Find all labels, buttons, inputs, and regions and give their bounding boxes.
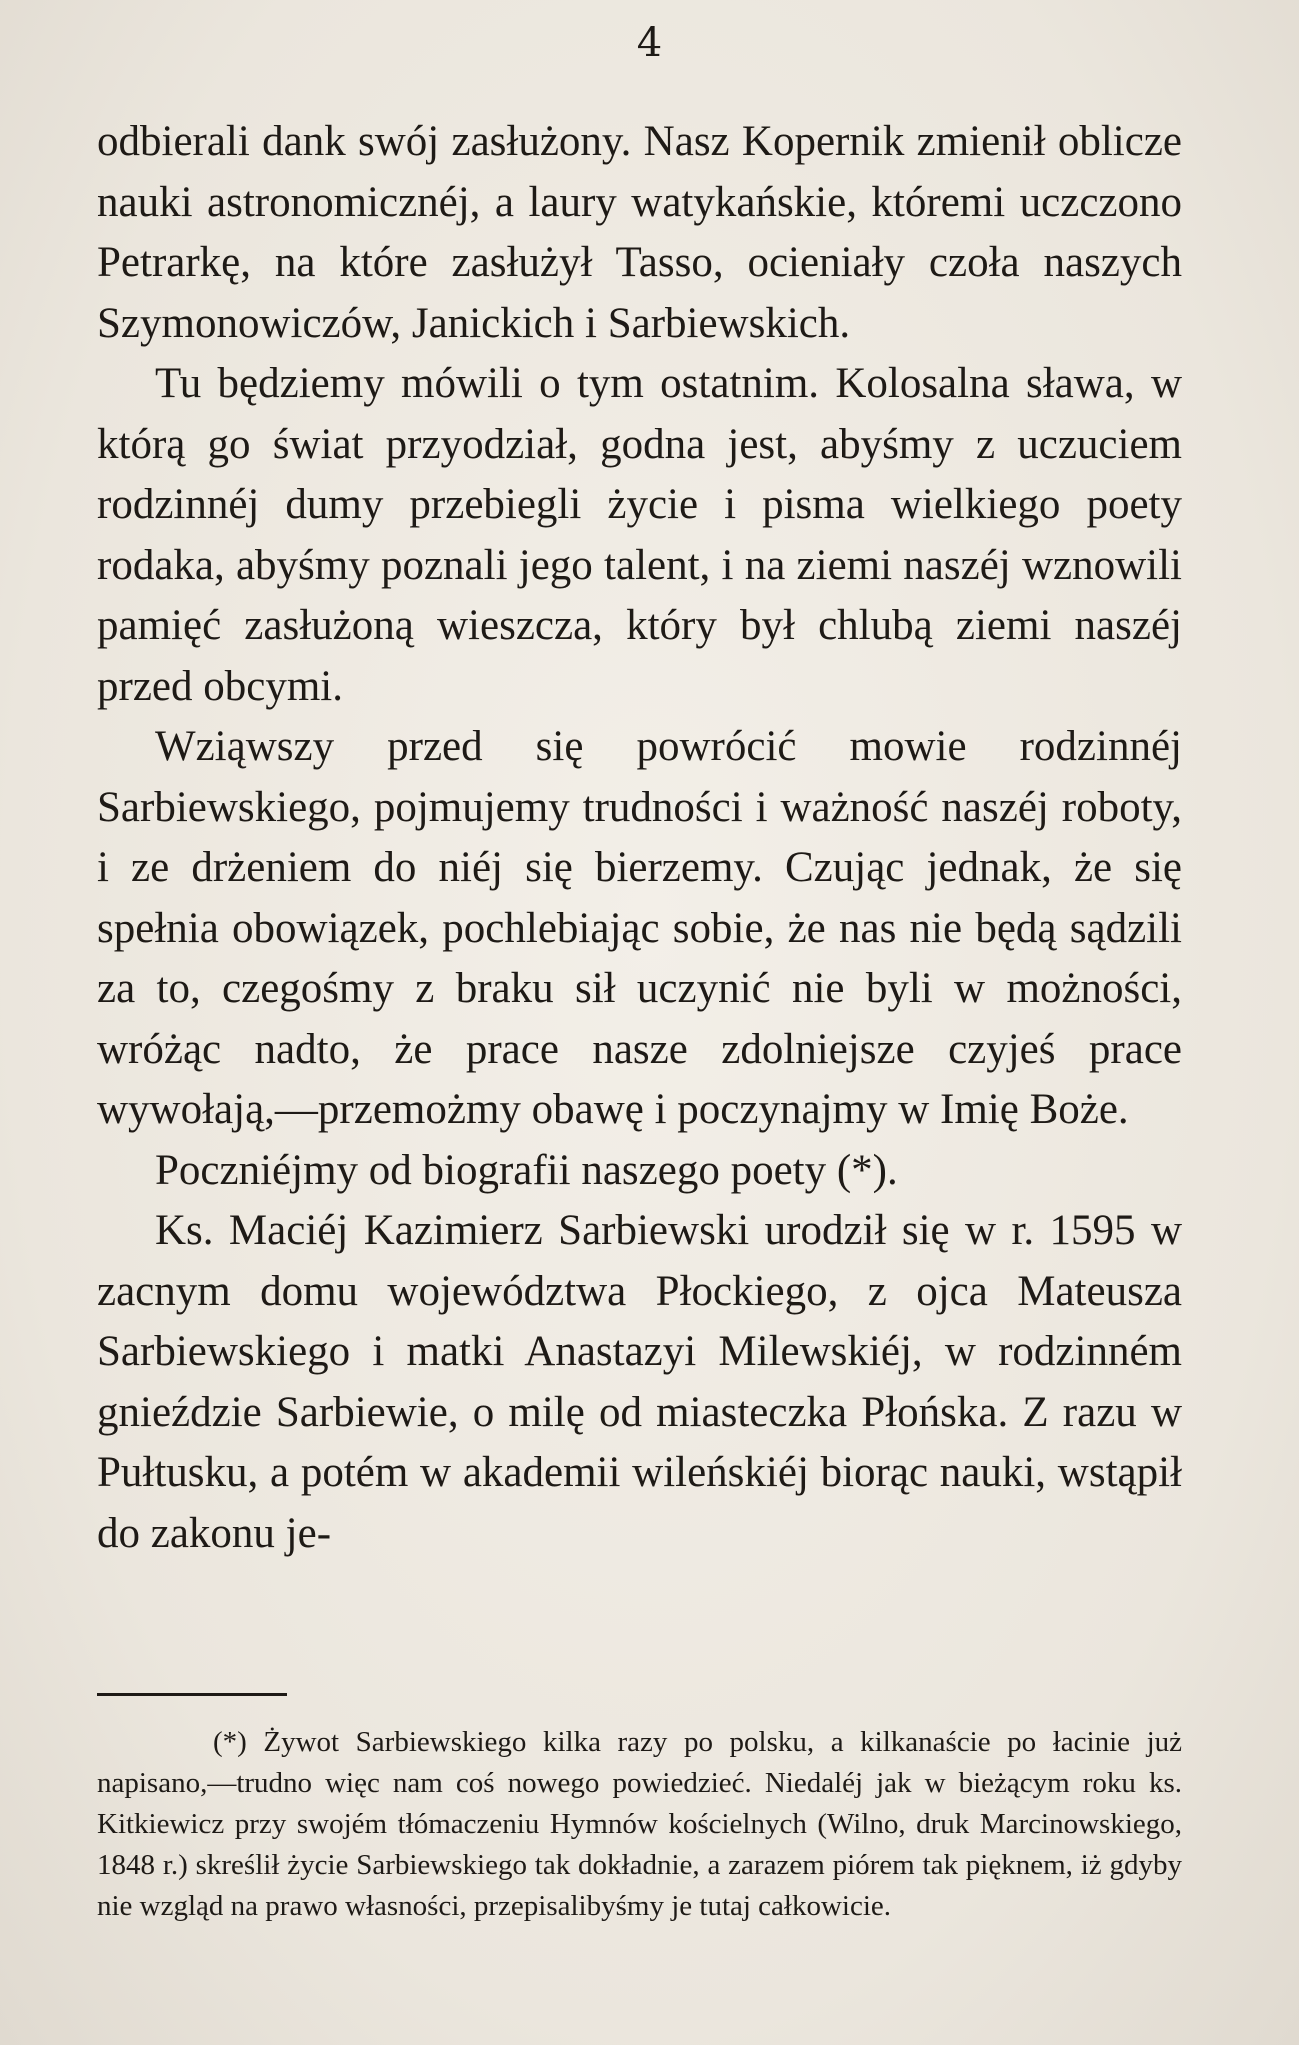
body-text [97,112,1182,1564]
paragraph: Poczniéjmy od biografii naszego poety (*). [155,1146,898,1194]
footnote-text: (*) Żywot Sarbiewskiego kilka razy po polsku, a kilkanaście po łacinie już napisano,—trudno więc nam coś nowego powiedzieć. Niedaléj jak w bieżącym roku ks. Kitkiewicz przy swojém tłómaczeniu Hymnów kościelnych (Wilno, druk Marcinowskiego, 1848 r.) skreślił życie Sarbiewskiego tak dokładnie, a zarazem piórem tak pięknem, iż gdyby nie wzgląd na prawo własności, przepisalibyśmy je tutaj całkowicie. [97,1726,1182,1922]
footnote-divider [97,1693,287,1696]
page-number: 4 [636,20,663,66]
paragraph: Ks. Maciéj Kazimierz Sarbiewski urodził się w r. 1595 w zacnym domu województwa Płockiego, z ojca Mateusza Sarbiewskiego i matki Anastazyi Milewskiéj, w rodzinném gnieździe Sarbiewie, o milę od miasteczka Płońska. Z razu w Pułtusku, a potém w akademii wileńskiéj biorąc nauki, wstąpił do zakonu je- [97,1207,1182,1557]
paragraph: Tu będziemy mówili o tym ostatnim. Kolosalna sława, w którą go świat przyodział, godna jest, abyśmy z uczuciem rodzinnéj dumy przebiegli życie i pisma wielkiego poety rodaka, abyśmy poznali jego talent, i na ziemi naszéj wznowili pamięć zasłużoną wieszcza, który był chlubą ziemi naszéj przed obcymi. [97,360,1182,710]
footnote [97,1722,1182,1927]
paragraph-continuation: odbierali dank swój zasłużony. Nasz Kopernik zmienił oblicze nauki astronomicznéj, a laury watykańskie, któremi uczczono Petrarkę, na które zasłużył Tasso, ocieniały czoła naszych Szymonowiczów, Janickich i Sarbiewskich. [97,118,1182,347]
paragraph: Wziąwszy przed się powrócić mowie rodzinnéj Sarbiewskiego, pojmujemy trudności i ważność naszéj roboty, i ze drżeniem do niéj się bierzemy. Czując jednak, że się spełnia obowiązek, pochlebiając sobie, że nas nie będą sądzili za to, czegośmy z braku sił uczynić nie byli w możności, wróżąc nadto, że prace nasze zdolniejsze czyjeś prace wywołają,—przemożmy obawę i poczynajmy w Imię Boże. [97,723,1182,1133]
